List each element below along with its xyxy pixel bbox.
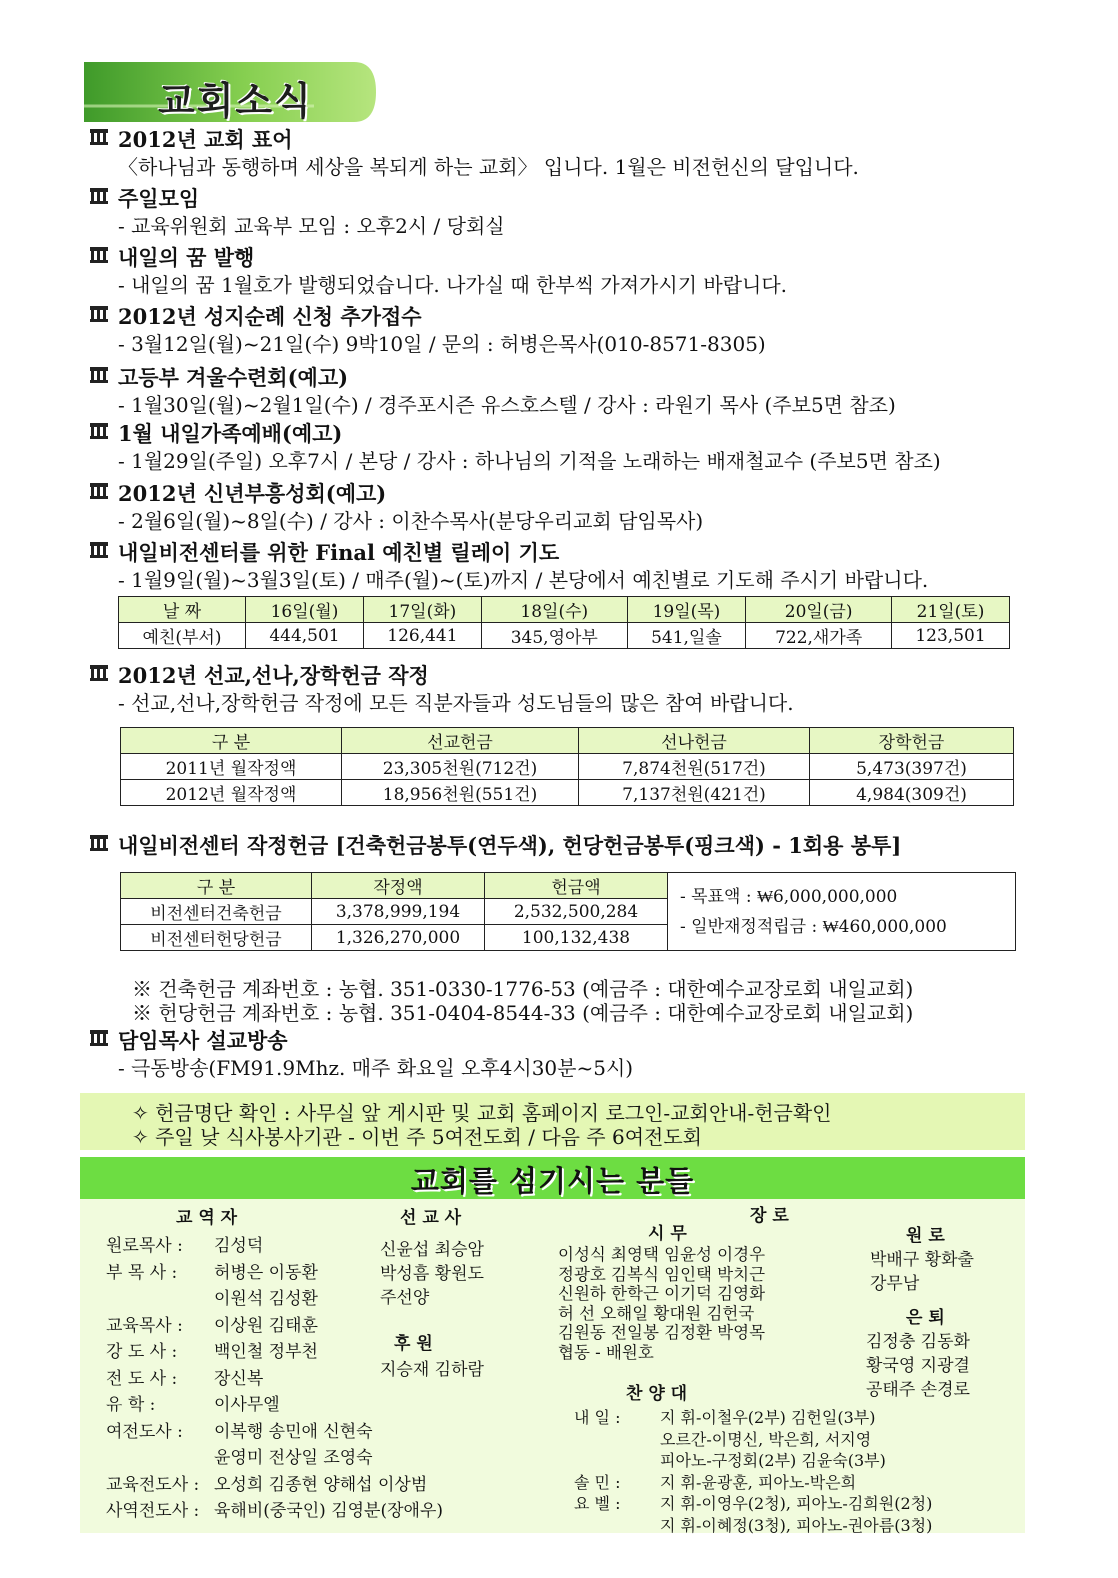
table-cell: 123,501 xyxy=(892,623,1010,649)
table-cell: 18일(수) xyxy=(481,597,627,623)
staff-panel xyxy=(80,1199,1025,1533)
table-cell: 4,984(309건) xyxy=(810,780,1014,806)
minister-role: 부 목 사 : xyxy=(106,1262,178,1283)
table-cell: 19일(목) xyxy=(627,597,746,623)
elders-title: 장 로 xyxy=(750,1206,789,1226)
table-cell: 722,새가족 xyxy=(746,623,892,649)
table-cell: 21일(토) xyxy=(892,597,1010,623)
notice-line: ✧ 헌금명단 확인 : 사무실 앞 게시판 및 교회 홈페이지 로그인-교회안내-헌금확인 xyxy=(132,1101,832,1125)
building-fund-table xyxy=(120,872,1016,951)
bullet-icon xyxy=(90,247,108,263)
minister-names: 백인철 정부천 xyxy=(214,1342,318,1362)
missionary-line: 박성흠 황원도 xyxy=(380,1264,484,1284)
minister-names: 장신복 xyxy=(214,1368,264,1389)
table-cell: 345,영아부 xyxy=(481,623,627,649)
table-cell: 7,137천원(421건) xyxy=(579,780,810,806)
table-header-row xyxy=(121,728,1014,754)
fund-goal: - 목표액 : ₩6,000,000,000 xyxy=(680,886,898,907)
announcement-title: 담임목사 설교방송 xyxy=(118,1028,288,1053)
bullet-icon xyxy=(90,1030,108,1046)
announcement-line: - 2월6일(월)~8일(수) / 강사 : 이찬수목사(분당우리교회 담임목사) xyxy=(118,509,704,533)
active-elder-line: 협동 - 배원호 xyxy=(558,1342,654,1362)
table-row xyxy=(121,754,1014,780)
table-cell: 날 짜 xyxy=(119,597,246,623)
choir-members: 오르간-이명신, 박은희, 서지영 xyxy=(660,1429,872,1449)
table-cell: 5,473(397건) xyxy=(810,754,1014,780)
announcement-title: 내일비전센터를 위한 Final 예친별 릴레이 기도 xyxy=(118,540,560,565)
minister-role: 강 도 사 : xyxy=(106,1342,178,1362)
bullet-icon xyxy=(90,367,108,383)
retired-title: 은 퇴 xyxy=(906,1308,945,1328)
choir-members: 지 휘-이영우(2청), 피아노-김희원(2청) xyxy=(660,1494,933,1513)
announcement-line: - 1월30일(월)~2월1일(수) / 경주포시즌 유스호스텔 / 강사 : 라원기 목사 (주보5면 참조) xyxy=(118,393,896,417)
table-cell: 444,501 xyxy=(246,623,364,649)
bullet-icon xyxy=(90,306,108,322)
minister-role: 사역전도사 : xyxy=(106,1501,200,1521)
retired-line: 공태주 손경로 xyxy=(866,1380,970,1400)
retired-line: 김정충 김동화 xyxy=(866,1332,970,1352)
table-cell: 18,956천원(551건) xyxy=(342,780,579,806)
minister-role: 교육전도사 : xyxy=(106,1474,200,1495)
announcement-title: 내일비전센터 작정헌금 [건축헌금봉투(연두색), 헌당헌금봉투(핑크색) - 1회용 봉투] xyxy=(118,833,902,858)
table-cell: 1,326,270,000 xyxy=(312,925,485,951)
active-elder-line: 허 선 오해일 황대원 김헌국 xyxy=(558,1303,755,1323)
table-cell: 541,일솔 xyxy=(627,623,746,649)
table-cell: 3,378,999,194 xyxy=(312,899,485,925)
bullet-icon xyxy=(90,835,108,851)
announcement-line: 〈하나님과 동행하며 세상을 복되게 하는 교회〉 입니다. 1월은 비전헌신의 달입니다. xyxy=(118,155,859,179)
supporters-title: 후 원 xyxy=(394,1334,433,1354)
table-cell: 비전센터헌당헌금 xyxy=(121,925,312,951)
active-elder-line: 김원동 전일봉 김정환 박영목 xyxy=(558,1323,766,1342)
table-cell: 구 분 xyxy=(121,873,312,899)
table-row xyxy=(121,780,1014,806)
choir-name: 요 벨 : xyxy=(574,1494,621,1513)
announcement-line: - 선교,선나,장학헌금 작정에 모든 직분자들과 성도님들의 많은 참여 바랍니다. xyxy=(118,691,794,715)
table-cell: 17일(화) xyxy=(363,597,481,623)
announcement-title: 2012년 선교,선나,장학헌금 작정 xyxy=(118,663,429,688)
minister-names: 윤영미 전상일 조영숙 xyxy=(214,1448,373,1468)
minister-role: 여전도사 : xyxy=(106,1421,183,1442)
emeritus-line: 박배구 황화출 xyxy=(870,1250,974,1270)
minister-names: 오성희 김종현 양해섭 이상범 xyxy=(214,1474,428,1495)
announcement-title: 주일모임 xyxy=(118,186,200,211)
choir-name: 내 일 : xyxy=(574,1408,621,1427)
emeritus-title: 원 로 xyxy=(906,1226,945,1246)
table-cell: 20일(금) xyxy=(746,597,892,623)
announcement-line: - 내일의 꿈 1월호가 발행되었습니다. 나가실 때 한부씩 가져가시기 바랍니다. xyxy=(118,273,788,297)
announcement-line: - 3월12일(월)~21일(수) 9박10일 / 문의 : 허병은목사(010-8571-8305) xyxy=(118,332,766,356)
announcement-line: - 극동방송(FM91.9Mhz. 매주 화요일 오후4시30분~5시) xyxy=(118,1056,634,1080)
announcement-title: 고등부 겨울수련회(예고) xyxy=(118,365,349,390)
table-cell: 2,532,500,284 xyxy=(485,899,668,925)
table-cell: 선교헌금 xyxy=(342,728,579,754)
staff-banner xyxy=(80,1157,1025,1199)
table-cell: 100,132,438 xyxy=(485,925,668,951)
table-cell: 예친(부서) xyxy=(119,623,246,649)
minister-names: 허병은 이동환 xyxy=(214,1262,318,1283)
retired-line: 황국영 지광결 xyxy=(866,1356,970,1376)
bullet-icon xyxy=(90,542,108,558)
choir-name: 솔 민 : xyxy=(574,1472,621,1492)
minister-role: 유 학 : xyxy=(106,1395,156,1415)
missionaries-title: 선 교 사 xyxy=(400,1208,462,1228)
table-cell: 126,441 xyxy=(363,623,481,649)
pledge-table xyxy=(120,727,1014,806)
active-elders-title: 시 무 xyxy=(648,1224,687,1244)
announcement-title: 1월 내일가족예배(예고) xyxy=(118,421,343,446)
announcement-title: 내일의 꿈 발행 xyxy=(118,245,255,270)
announcement-line: - 1월29일(주일) 오후7시 / 본당 / 강사 : 하나님의 기적을 노래하는 배재철교수 (주보5면 참조) xyxy=(118,449,941,473)
table-cell: 16일(월) xyxy=(246,597,364,623)
bullet-icon xyxy=(90,423,108,439)
table-cell: 선나헌금 xyxy=(579,728,810,754)
minister-role: 교육목사 : xyxy=(106,1315,183,1336)
table-cell: 헌금액 xyxy=(485,873,668,899)
table-row xyxy=(119,623,1010,649)
page-title: 교회소식 xyxy=(158,79,313,123)
announcement-title: 2012년 신년부흥성회(예고) xyxy=(118,481,387,506)
account-dedication: ※ 헌당헌금 계좌번호 : 농협. 351-0404-8544-33 (예금주 : 대한예수교장로회 내일교회) xyxy=(132,1001,914,1025)
bullet-icon xyxy=(90,188,108,204)
announcement-line: - 교육위원회 교육부 모임 : 오후2시 / 당회실 xyxy=(118,214,505,238)
table-cell: 장학헌금 xyxy=(810,728,1014,754)
announcement-line: - 1월9일(월)~3월3일(토) / 매주(월)~(토)까지 / 본당에서 예친별로 기도해 주시기 바랍니다. xyxy=(118,568,929,592)
minister-names: 김성덕 xyxy=(214,1236,264,1256)
fund-deposit: - 일반재정적립금 : ₩460,000,000 xyxy=(680,916,947,937)
announcement-title: 2012년 성지순례 신청 추가접수 xyxy=(118,304,422,329)
choir-members: 지 휘-이철우(2부) 김헌일(3부) xyxy=(660,1408,876,1427)
prayer-relay-table xyxy=(118,596,1010,649)
minister-names: 이사무엘 xyxy=(214,1395,280,1415)
fund-goal-cell xyxy=(668,873,1016,951)
bullet-icon xyxy=(90,483,108,499)
bullet-icon xyxy=(90,665,108,681)
table-header-row xyxy=(119,597,1010,623)
missionary-line: 신윤섭 최승암 xyxy=(380,1240,484,1260)
active-elder-line: 신원하 한학근 이기덕 김영화 xyxy=(558,1284,766,1303)
minister-role: 원로목사 : xyxy=(106,1236,183,1256)
table-cell: 2012년 월작정액 xyxy=(121,780,342,806)
choir-members: 피아노-구정회(2부) 김윤숙(3부) xyxy=(660,1451,886,1470)
announcement-title: 2012년 교회 표어 xyxy=(118,127,293,152)
ministers-title: 교 역 자 xyxy=(176,1208,238,1228)
table-header-row xyxy=(121,873,1016,899)
choir-title: 찬 양 대 xyxy=(626,1384,688,1404)
table-cell: 작정액 xyxy=(312,873,485,899)
table-cell: 2011년 월작정액 xyxy=(121,754,342,780)
staff-title: 교회를 섬기시는 분들 xyxy=(410,1164,695,1198)
minister-names: 이상원 김태훈 xyxy=(214,1315,318,1336)
account-building: ※ 건축헌금 계좌번호 : 농협. 351-0330-1776-53 (예금주 : 대한예수교장로회 내일교회) xyxy=(132,977,914,1001)
bullet-icon xyxy=(90,129,108,145)
minister-role: 전 도 사 : xyxy=(106,1368,178,1389)
active-elder-line: 이성식 최영택 임윤성 이경우 xyxy=(558,1245,766,1264)
table-cell: 구 분 xyxy=(121,728,342,754)
supporters-names: 지승재 김하람 xyxy=(380,1360,484,1380)
emeritus-line: 강무남 xyxy=(870,1274,920,1294)
minister-names: 이원석 김성환 xyxy=(214,1289,318,1309)
minister-names: 육해비(중국인) 김영분(장애우) xyxy=(214,1501,443,1521)
active-elder-line: 정광호 김복식 임인택 박치근 xyxy=(558,1264,766,1284)
minister-names: 이복행 송민애 신현숙 xyxy=(214,1421,373,1442)
notice-line: ✧ 주일 낮 식사봉사기관 - 이번 주 5여전도회 / 다음 주 6여전도회 xyxy=(132,1125,702,1149)
table-cell: 7,874천원(517건) xyxy=(579,754,810,780)
table-cell: 23,305천원(712건) xyxy=(342,754,579,780)
missionary-line: 주선양 xyxy=(380,1288,430,1308)
choir-members: 지 휘-윤광훈, 피아노-박은희 xyxy=(660,1472,857,1492)
choir-members: 지 휘-이혜정(3청), 피아노-권아름(3청) xyxy=(660,1515,933,1535)
table-cell: 비전센터건축헌금 xyxy=(121,899,312,925)
notice-box xyxy=(80,1093,1025,1150)
